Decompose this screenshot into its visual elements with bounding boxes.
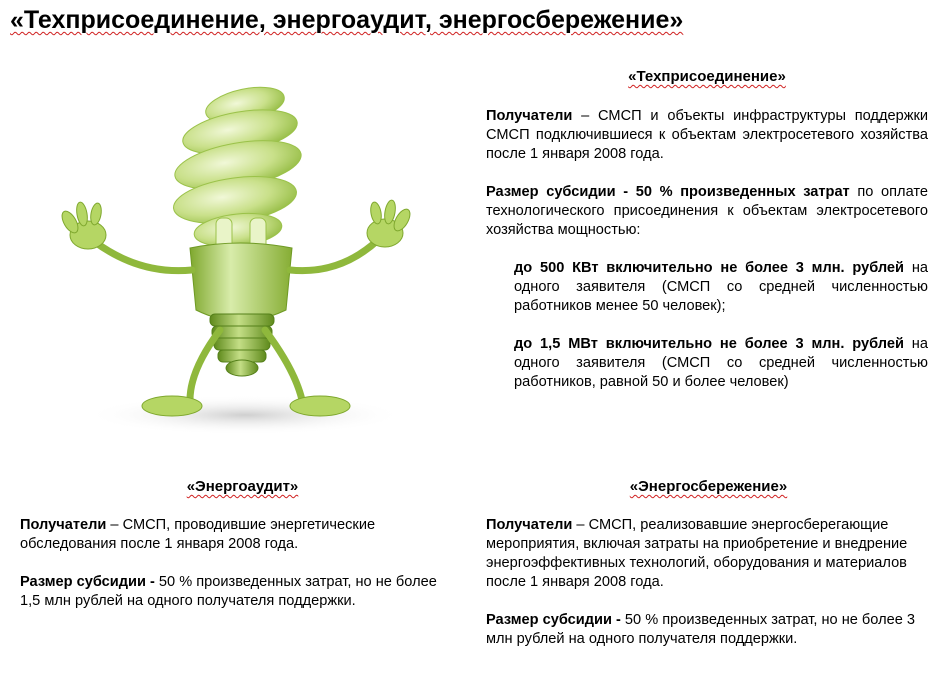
tech-section: [486, 107, 928, 392]
tech-item-1: до 500 КВт включительно не более 3 млн. рублей на одного заявителя (СМСП со средней численностью работников менее 50 человек);: [514, 260, 928, 314]
page-title: «Техприсоединение, энергоаудит, энергосбережение»: [10, 6, 684, 34]
tech-section-title: «Техприсоединение»: [628, 68, 786, 85]
lamp-illustration: [40, 70, 440, 440]
saving-section: [486, 516, 926, 649]
audit-subsidy: Размер субсидии - 50 % произведенных затрат, но не более 1,5 млн рублей на одного получателя поддержки.: [20, 574, 437, 609]
energy-saving-lamp-character-icon: [40, 70, 440, 440]
tech-recipients: Получатели – СМСП и объекты инфраструктуры поддержки СМСП подключившиеся к объектам электросетевого хозяйства после 1 января 2008 года.: [486, 108, 928, 162]
saving-subsidy: Размер субсидии - 50 % произведенных затрат, но не более 3 млн рублей на одного получателя поддержки.: [486, 612, 915, 647]
saving-section-title: «Энергосбережение»: [629, 478, 788, 495]
saving-recipients: Получатели – СМСП, реализовавшие энергосберегающие мероприятия, включая затраты на приобретение и внедрение энергоэффективных технологий, оборудования и материалов после 1 января 2008 года.: [486, 517, 908, 590]
audit-recipients: Получатели – СМСП, проводившие энергетические обследования после 1 января 2008 года.: [20, 517, 376, 552]
audit-section: [20, 516, 440, 611]
tech-item-2: до 1,5 МВт включительно не более 3 млн. рублей на одного заявителя (СМСП со средней численностью работников, равной 50 и более человек): [514, 336, 928, 390]
tech-subsidy: Размер субсидии - 50 % произведенных затрат по оплате технологического присоединения к объектам электросетевого хозяйства мощностью:: [486, 184, 928, 238]
audit-section-title: «Энергоаудит»: [186, 478, 299, 495]
